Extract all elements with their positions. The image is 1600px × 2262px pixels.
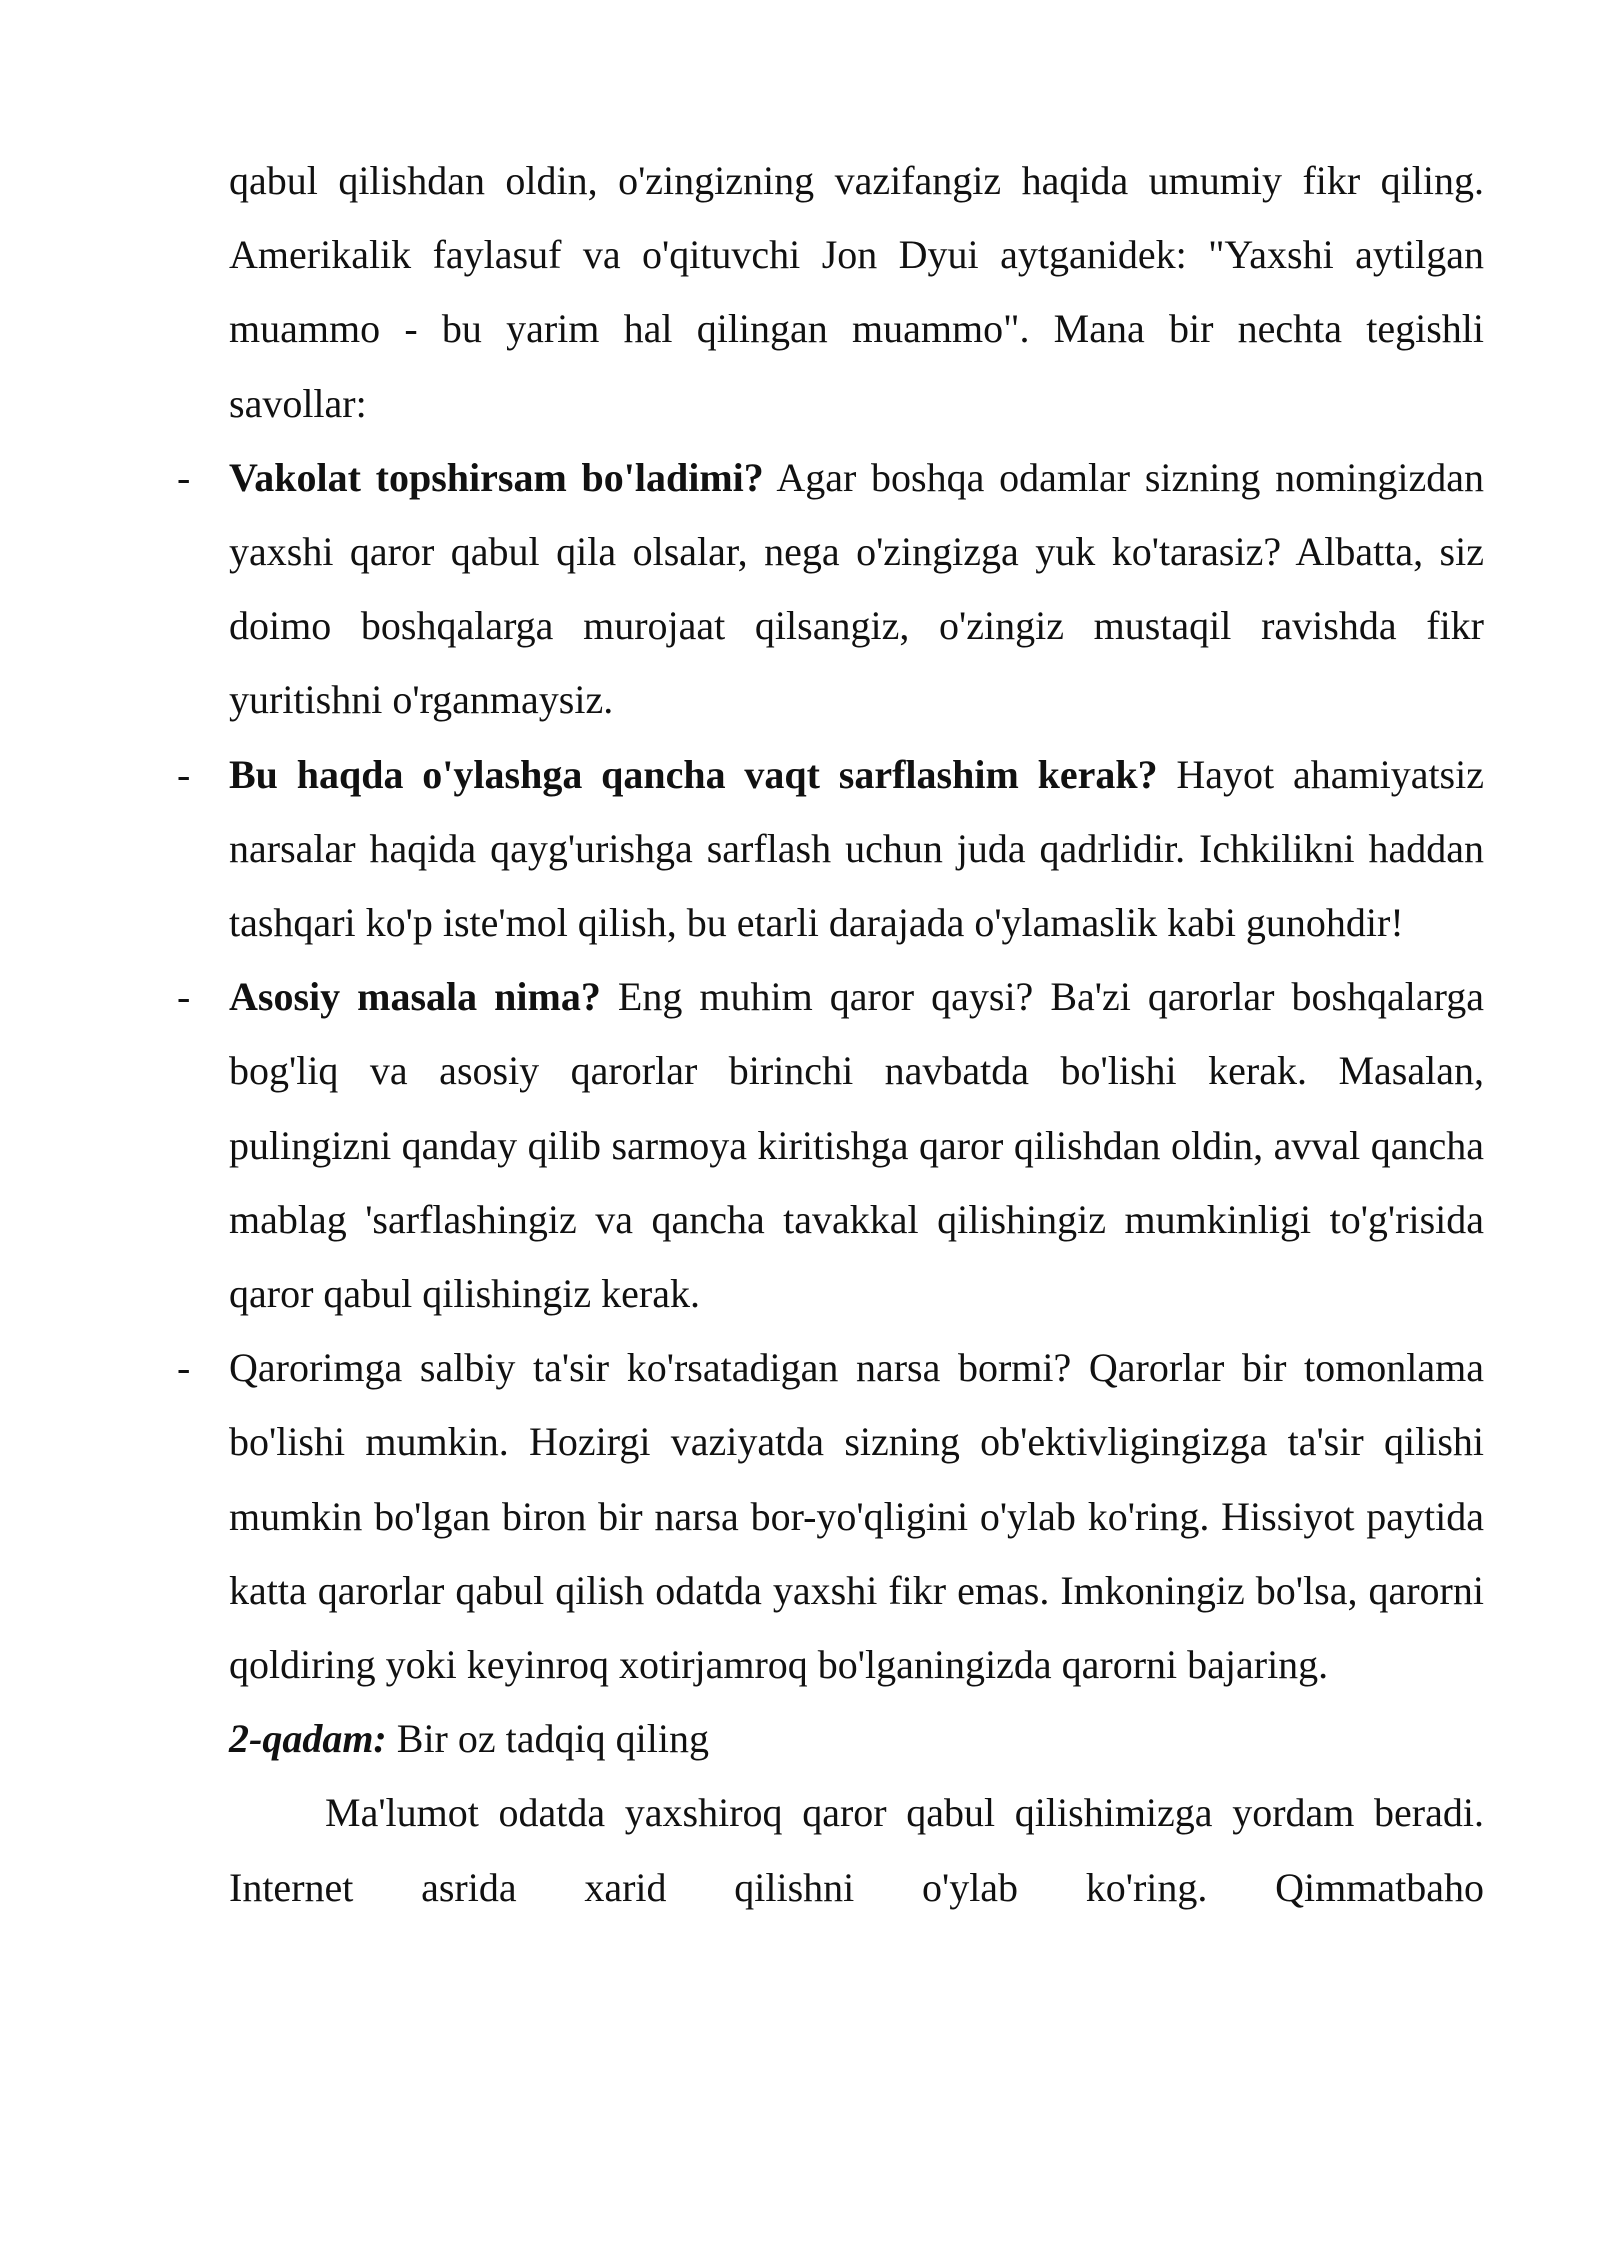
bullet-question: Asosiy masala nima? xyxy=(229,974,601,1020)
step-title: Bir oz tadqiq qiling xyxy=(386,1716,709,1762)
intro-paragraph: qabul qilishdan oldin, o'zingizning vazifangiz haqida umumiy fikr qiling. Amerikalik faylasuf va o'qituvchi Jon Dyui aytganidek: "Yaxshi aytilgan muammo - bu yarim hal qilingan muammo". Mana bir nechta tegishli savollar: xyxy=(229,158,1484,426)
bullet-item-time xyxy=(177,738,1484,961)
bullet-text: Agar boshqa odamlar sizning nomingizdan yaxshi qaror qabul qila olsalar, nega o'zingizga yuk ko'tarasiz? Albatta, siz doimo boshqalarga murojaat qilsangiz, o'zingiz mustaqil ravishda fikr yuritishni o'rganmaysiz. xyxy=(229,454,1484,723)
bullet-item-delegate xyxy=(177,441,1484,738)
bullet-dash: - xyxy=(177,751,191,797)
bullet-item-main-issue xyxy=(177,960,1485,1331)
step-heading xyxy=(229,1702,1484,1776)
bullet-dash: - xyxy=(177,974,191,1020)
document-body xyxy=(177,144,1485,1925)
final-paragraph: Ma'lumot odatda yaxshiroq qaror qabul qilishimizga yordam beradi. Internet asrida xarid qilishni o'ylab ko'ring. Qimmatbaho xyxy=(229,1790,1484,1910)
bullet-dash: - xyxy=(177,1345,191,1391)
step-label: 2-qadam: xyxy=(229,1716,387,1762)
bullet-item-negative-influence xyxy=(177,1331,1484,1702)
bullet-text: Qarorimga salbiy ta'sir ko'rsatadigan narsa bormi? Qarorlar bir tomonlama bo'lishi mumkin. Hozirgi vaziyatda sizning ob'ektivligingizga ta'sir qilishi mumkin bo'lgan biron bir narsa bor-yo'qligini o'ylab ko'ring. Hissiyot paytida katta qarorlar qabul qilish odatda yaxshi fikr emas. Imkoningiz bo'lsa, qarorni qoldiring yoki keyinroq xotirjamroq bo'lganingizda qarorni bajaring. xyxy=(229,1345,1484,1688)
bullet-question: Vakolat topshirsam bo'ladimi? xyxy=(229,454,764,500)
bullet-text: Hayot ahamiyatsiz narsalar haqida qayg'urishga sarflash uchun juda qadrlidir. Ichkilikni haddan tashqari ko'p iste'mol qilish, bu etarli darajada o'ylamaslik kabi gunohdir! xyxy=(229,751,1484,946)
bullet-text: Eng muhim qaror qaysi? Ba'zi qarorlar boshqalarga bog'liq va asosiy qarorlar birinchi navbatda bo'lishi kerak. Masalan, pulingizni qanday qilib sarmoya kiritishga qaror qilishdan oldin, avval qancha mablag 'sarflashingiz va qancha tavakkal qilishingiz mumkinligi to'g'risida qaror qabul qilishingiz kerak. xyxy=(229,974,1485,1317)
bullet-dash: - xyxy=(177,454,191,500)
bullet-question: Bu haqda o'ylashga qancha vaqt sarflashim kerak? xyxy=(229,751,1158,797)
